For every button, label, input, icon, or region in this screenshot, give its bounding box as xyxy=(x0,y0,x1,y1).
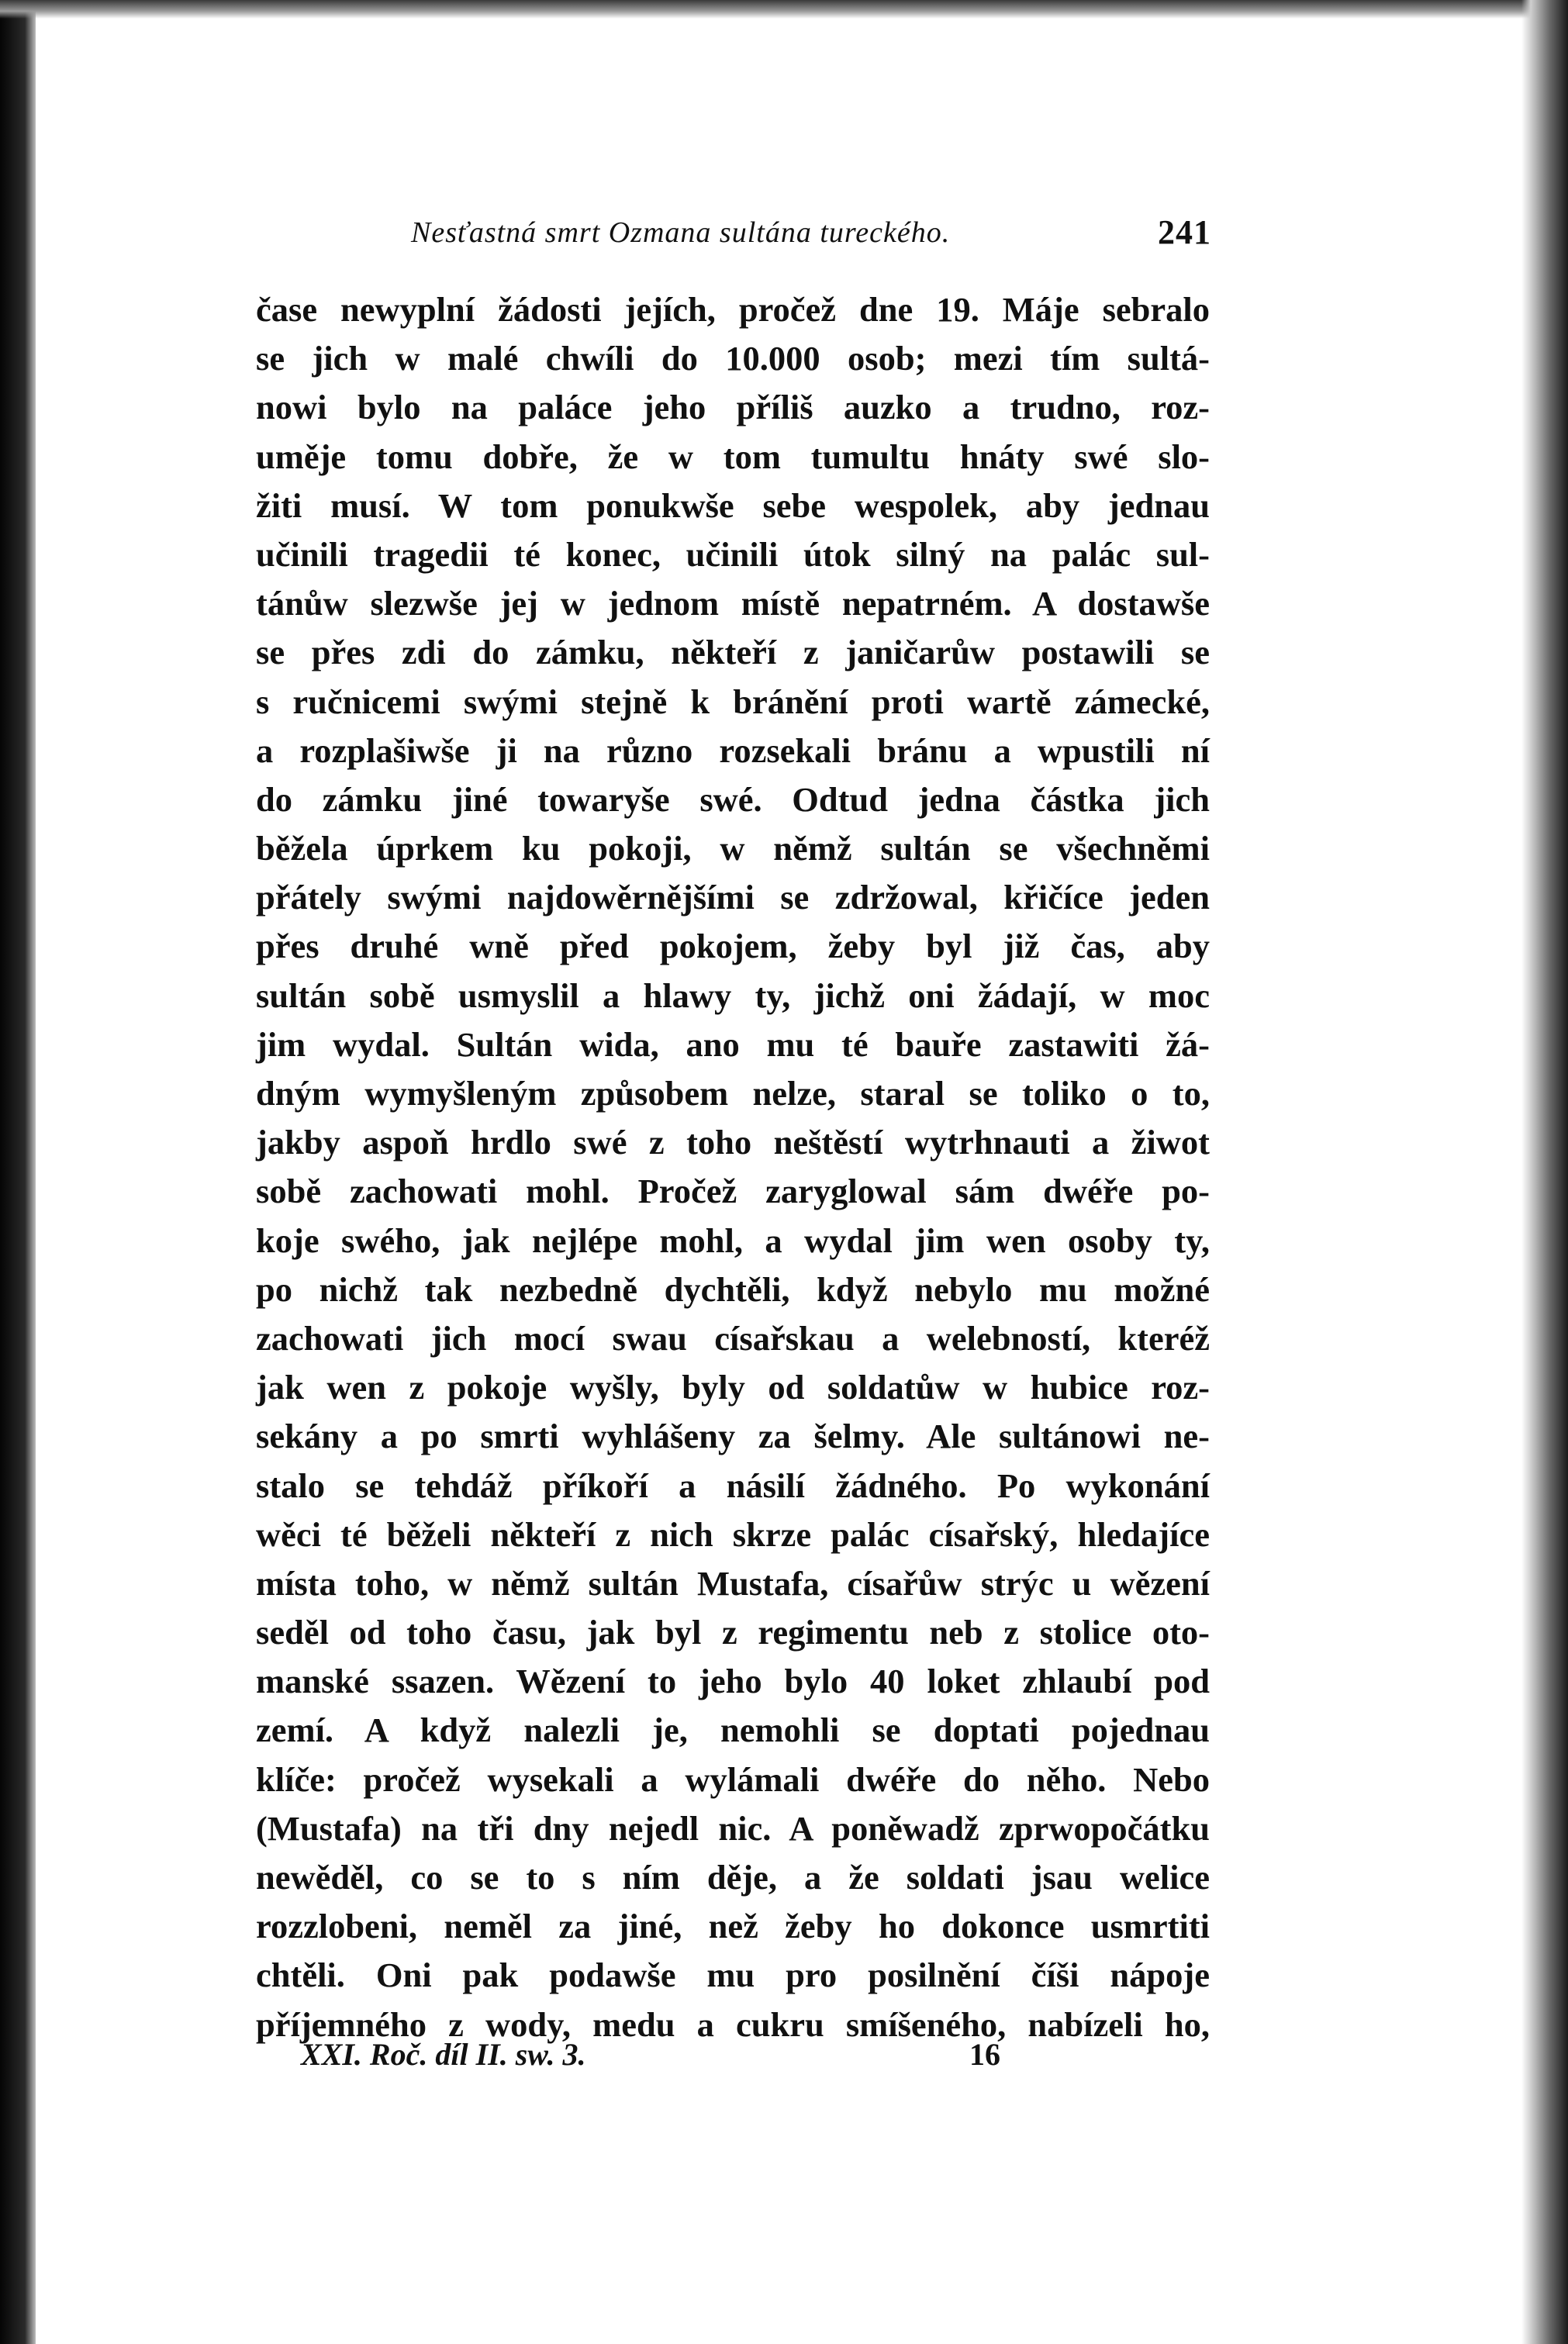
text-line: čase newyplní žádosti jejích, pročež dne 19. Máje sebralo xyxy=(256,290,1210,329)
body-text xyxy=(256,285,1210,2049)
sheet-number: 16 xyxy=(969,2037,1000,2072)
text-line: (Mustafa) na tři dny nejedl nic. A poněwadž zprwopočátku xyxy=(256,1808,1210,1848)
text-line: učinili tragedii té konec, učinili útok silný na palác sul- xyxy=(256,534,1210,574)
text-line: s ručnicemi swými stejně k bránění proti wartě zámecké, xyxy=(256,682,1210,721)
text-line: seděl od toho času, jak byl z regimentu neb z stolice oto- xyxy=(256,1613,1210,1652)
text-line: newěděl, co se to s ním děje, a že soldati jsau welice xyxy=(256,1858,1210,1897)
text-line: přátely swými najdowěrnějšími se zdržowal, křičíce jeden xyxy=(256,878,1210,917)
text-line: se přes zdi do zámku, někteří z janičarůw postawili se xyxy=(256,633,1210,672)
text-line: jim wydal. Sultán wida, ano mu té bauře zastawiti žá- xyxy=(256,1024,1210,1064)
text-line: do zámku jiné towaryše swé. Odtud jedna částka jich xyxy=(256,779,1210,819)
running-head xyxy=(411,213,1233,262)
text-line: sultán sobě usmyslil a hlawy ty, jichž oni žádají, w moc xyxy=(256,975,1210,1015)
text-line: jak wen z pokoje wyšly, byly od soldatůw w hubice roz- xyxy=(256,1368,1210,1407)
text-line: stalo se tehdáž příkoří a násilí žádného. Po wykonání xyxy=(256,1465,1210,1505)
text-line: zachowati jich mocí swau císařskau a welebností, kteréž xyxy=(256,1318,1210,1358)
text-line: přes druhé wně před pokojem, žeby byl již čas, aby xyxy=(256,927,1210,966)
text-line: klíče: pročež wysekali a wylámali dwéře do něho. Nebo xyxy=(256,1759,1210,1799)
page-footer xyxy=(301,2036,1038,2083)
text-line: nowi bylo na paláce jeho příliš auzko a trudno, roz- xyxy=(256,388,1210,427)
text-line: rozzlobeni, neměl za jiné, než žeby ho dokonce usmrtiti xyxy=(256,1907,1210,1946)
text-line: koje swého, jak nejlépe mohl, a wydal jim wen osoby ty, xyxy=(256,1220,1210,1260)
text-line: místa toho, w němž sultán Mustafa, císařůw strýc u wězení xyxy=(256,1563,1210,1603)
running-title: Nesťastná smrt Ozmana sultána tureckého. xyxy=(411,216,951,249)
text-line: wěci té běželi někteří z nich skrze palác císařský, hledajíce xyxy=(256,1514,1210,1554)
text-line: se jich w malé chwíli do 10.000 osob; mezi tím sultá- xyxy=(256,339,1210,378)
text-line: chtěli. Oni pak podawše mu pro posilnění číši nápoje xyxy=(256,1956,1210,1995)
text-line: žiti musí. W tom ponukwše sebe wespolek, aby jednau xyxy=(256,485,1210,525)
text-line: běžela úprkem ku pokoji, w němž sultán se všechněmi xyxy=(256,829,1210,868)
text-line: tánůw slezwše jej w jednom místě nepatrném. A dostawše xyxy=(256,584,1210,623)
text-line: a rozplašiwše ji na různo rozsekali bránu a wpustili ní xyxy=(256,730,1210,770)
text-line: po nichž tak nezbedně dychtěli, když nebylo mu možné xyxy=(256,1269,1210,1309)
text-line: zemí. A když nalezli je, nemohli se doptati pojednau xyxy=(256,1711,1210,1750)
page-number: 241 xyxy=(1158,213,1211,251)
text-line: jakby aspoň hrdlo swé z toho neštěstí wytrhnauti a žiwot xyxy=(256,1123,1210,1162)
text-line: uměje tomu dobře, že w tom tumultu hnáty swé slo- xyxy=(256,437,1210,476)
text-line: manské ssazen. Wězení to jeho bylo 40 loket zhlaubí pod xyxy=(256,1662,1210,1701)
text-line: dným wymyšleným způsobem nelze, staral se toliko o to, xyxy=(256,1074,1210,1113)
text-line: sekány a po smrti wyhlášeny za šelmy. Ale sultánowi ne- xyxy=(256,1417,1210,1456)
printer-signature: XXI. Roč. díl II. sw. 3. xyxy=(301,2037,586,2072)
text-line: příjemného z wody, medu a cukru smíšeného, nabízeli ho, xyxy=(256,2004,1210,2044)
text-line: sobě zachowati mohl. Pročež zaryglowal sám dwéře po- xyxy=(256,1172,1210,1211)
